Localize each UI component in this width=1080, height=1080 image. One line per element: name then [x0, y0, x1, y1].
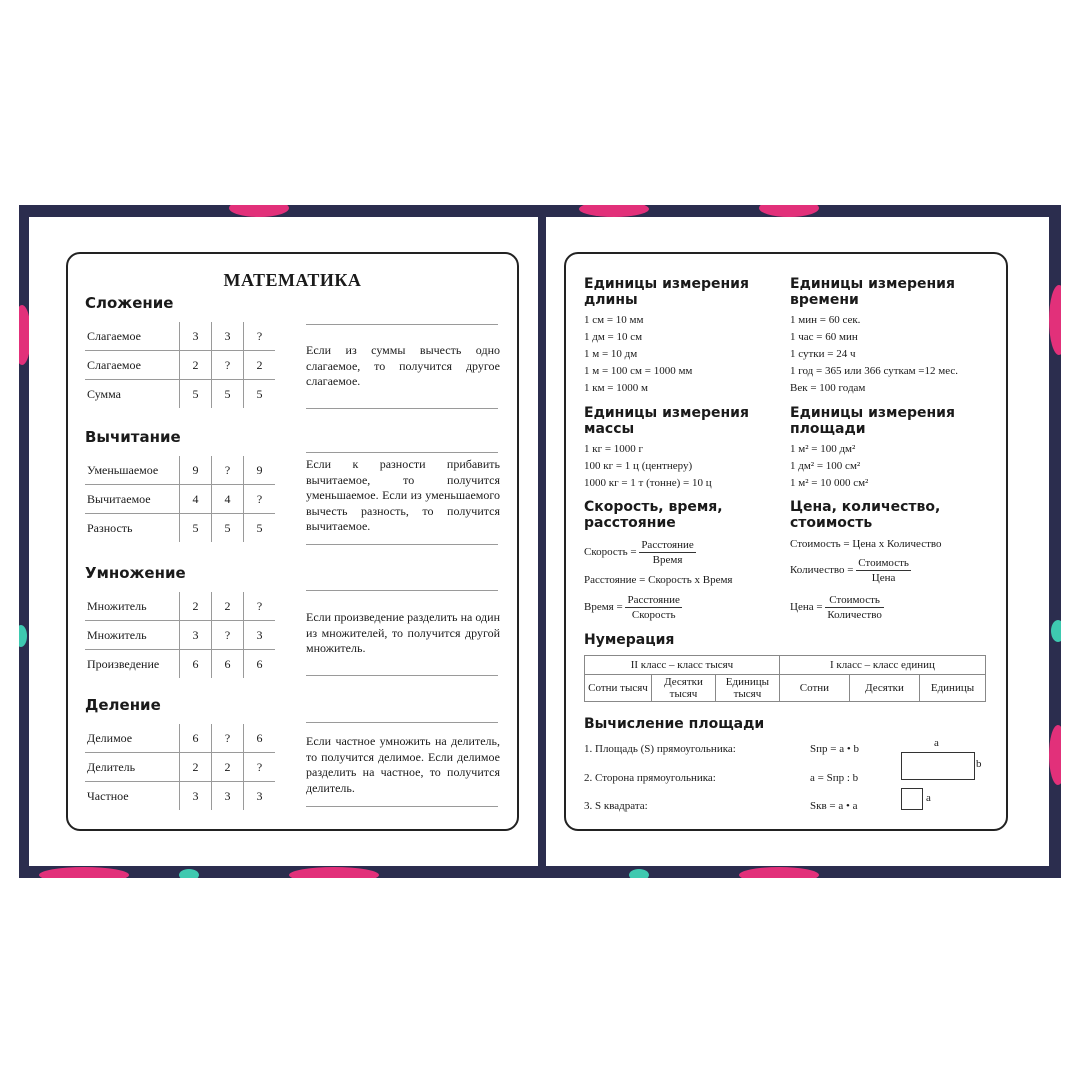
rectangle-label-b: b — [976, 758, 982, 770]
multiplication-table — [85, 592, 275, 678]
row-label: Множитель — [85, 621, 180, 650]
cover-pattern-pink — [739, 867, 819, 878]
column-header: Единицы — [920, 675, 986, 702]
cell: 2 — [244, 351, 276, 380]
column-header: Единицы тысяч — [715, 675, 779, 702]
reference-panel — [564, 252, 1008, 831]
cover-pattern-pink — [39, 867, 129, 878]
cell: 3 — [180, 782, 212, 811]
cell: 5 — [244, 380, 276, 409]
area-line: 1 дм² = 100 см² — [790, 460, 861, 472]
rule-top-line — [306, 590, 498, 591]
mass-units-title: Единицы измерения массы — [584, 405, 749, 437]
row-label: Произведение — [87, 656, 160, 671]
time-line: 1 мин = 60 сек. — [790, 314, 861, 326]
cell: 4 — [212, 485, 244, 514]
cell: 5 — [180, 380, 212, 409]
mass-line: 1000 кг = 1 т (тонне) = 10 ц — [584, 477, 712, 489]
time-line: Век = 100 годам — [790, 382, 866, 394]
row-label: Множитель — [85, 592, 180, 621]
table-row — [85, 621, 275, 650]
speed-formula — [584, 538, 696, 567]
rectangle-label-a: a — [934, 737, 939, 749]
price-formula — [790, 593, 884, 622]
time-lhs: Время = — [584, 601, 623, 614]
denominator: Цена — [871, 572, 896, 584]
numerator: Расстояние — [627, 594, 680, 606]
cell: 4 — [180, 485, 212, 514]
addition-table — [85, 322, 275, 408]
rule-bottom-line — [306, 675, 498, 676]
table-row — [85, 753, 275, 782]
division-table — [85, 724, 275, 810]
row-label: Частное — [87, 788, 129, 803]
rule-top-line — [306, 452, 498, 453]
row-label: Слагаемое — [85, 351, 180, 380]
area-calc-title: Вычисление площади — [584, 716, 765, 732]
notebook-cover — [19, 205, 1061, 878]
area-line: 1 м² = 100 дм² — [790, 443, 856, 455]
cell: ? — [212, 456, 244, 485]
area-line: 1 м² = 10 000 см² — [790, 477, 869, 489]
column-header: Сотни тысяч — [585, 675, 652, 702]
cell: 3 — [180, 322, 212, 351]
cover-pattern-teal — [19, 625, 27, 647]
cell: 6 — [180, 650, 212, 679]
length-line: 1 м = 10 дм — [584, 348, 638, 360]
cell: ? — [212, 351, 244, 380]
numbering-title: Нумерация — [584, 632, 675, 648]
table-row — [85, 592, 275, 621]
cell: 9 — [244, 456, 276, 485]
math-panel — [66, 252, 519, 831]
speed-lhs: Скорость = — [584, 546, 637, 559]
cell: 2 — [212, 592, 244, 621]
square-diagram — [901, 788, 923, 810]
table-row — [585, 656, 986, 675]
area-calc-item: 3. S квадрата: — [584, 800, 648, 812]
row-label: Уменьшаемое — [85, 456, 180, 485]
table-row — [85, 322, 275, 351]
square-label-a: a — [926, 792, 931, 804]
price-title: Цена, количество, стоимость — [790, 499, 941, 531]
table-row — [85, 485, 275, 514]
time-units-title: Единицы измерения времени — [790, 276, 955, 308]
section-title-subtraction: Вычитание — [85, 428, 181, 446]
cover-pattern-pink — [759, 205, 819, 217]
rule-bottom-line — [306, 544, 498, 545]
fraction — [825, 593, 884, 622]
cell: ? — [212, 724, 244, 753]
section-title-division: Деление — [85, 696, 161, 714]
rule-bottom-line — [306, 408, 498, 409]
addition-rule: Если из суммы вычесть одно слагаемое, то получится другое слагаемое. — [306, 343, 500, 388]
cell: 3 — [180, 621, 212, 650]
division-rule: Если частное умножить на делитель, то получится делимое. Если делимое разделить на частное, то получится делитель. — [306, 734, 500, 795]
table-row — [85, 456, 275, 485]
table-row — [85, 782, 275, 811]
cell: 5 — [244, 514, 276, 543]
rule-top-line — [306, 722, 498, 723]
mass-line: 1 кг = 1000 г — [584, 443, 644, 455]
cover-pattern-pink — [289, 867, 379, 878]
rectangle-diagram — [901, 752, 975, 780]
rectangle-side-formula: a = Sпр : b — [810, 772, 859, 784]
cell: 9 — [180, 456, 212, 485]
cell: 2 — [180, 351, 212, 380]
cell: 2 — [212, 753, 244, 782]
class-thousands: II класс – класс тысяч — [585, 656, 780, 675]
cell: 2 — [180, 592, 212, 621]
denominator: Скорость — [631, 609, 676, 621]
row-label: Разность — [87, 520, 133, 535]
row-label: Сумма — [87, 386, 121, 401]
fraction — [625, 593, 681, 622]
section-title-multiplication: Умножение — [85, 564, 186, 582]
numerator: Стоимость — [825, 593, 884, 608]
numerator: Стоимость — [858, 557, 909, 569]
cover-pattern-pink — [1049, 725, 1061, 785]
table-row — [85, 724, 275, 753]
table-row — [85, 650, 275, 679]
table-row — [585, 675, 986, 702]
price-lhs: Цена = — [790, 601, 823, 614]
rule-top-line — [306, 324, 498, 325]
time-formula — [584, 593, 682, 622]
cell: ? — [244, 753, 276, 782]
cell: 5 — [212, 514, 244, 543]
cell: 3 — [212, 782, 244, 811]
cover-pattern-pink — [579, 205, 649, 217]
cell: 5 — [212, 380, 244, 409]
cover-pattern-teal — [629, 869, 649, 878]
cell: 6 — [180, 724, 212, 753]
cell: ? — [212, 621, 244, 650]
cell: 3 — [212, 322, 244, 351]
quantity-lhs: Количество = — [790, 564, 854, 577]
column-header: Сотни — [779, 675, 849, 702]
right-page — [546, 217, 1049, 866]
cover-pattern-teal — [1051, 620, 1061, 642]
cell: ? — [244, 322, 276, 351]
rectangle-area-formula: Sпр = a • b — [810, 743, 859, 755]
table-row — [85, 351, 275, 380]
length-line: 1 см = 10 мм — [584, 314, 644, 326]
cell: 6 — [244, 724, 276, 753]
cell: 3 — [244, 621, 276, 650]
cover-pattern-teal — [179, 869, 199, 878]
numbering-table — [584, 655, 986, 702]
subtraction-rule: Если к разности прибавить вычитаемое, то получится уменьшаемое. Если из уменьшаемого вычесть разность, то получится вычитаемое. — [306, 457, 500, 533]
length-units-title: Единицы измерения длины — [584, 276, 749, 308]
cell: 6 — [244, 650, 276, 679]
length-line: 1 м = 100 см = 1000 мм — [584, 365, 693, 377]
length-line: 1 дм = 10 см — [584, 331, 643, 343]
square-area-formula: Sкв = a • a — [810, 800, 858, 812]
mass-line: 100 кг = 1 ц (центнеру) — [584, 460, 693, 472]
speed-title: Скорость, время, расстояние — [584, 499, 723, 531]
quantity-formula — [790, 556, 911, 585]
cell: ? — [244, 485, 276, 514]
section-title-addition: Сложение — [85, 294, 174, 312]
row-label: Вычитаемое — [85, 485, 180, 514]
fraction — [856, 556, 911, 585]
row-label: Делитель — [85, 753, 180, 782]
table-row — [85, 514, 275, 543]
denominator: Количество — [827, 609, 882, 621]
time-line: 1 час = 60 мин — [790, 331, 858, 343]
cell: ? — [244, 592, 276, 621]
cover-pattern-pink — [1049, 285, 1061, 355]
subtraction-table — [85, 456, 275, 542]
cell: 5 — [180, 514, 212, 543]
fraction — [639, 538, 695, 567]
time-line: 1 год = 365 или 366 суткам =12 мес. — [790, 365, 959, 377]
length-line: 1 км = 1000 м — [584, 382, 648, 394]
row-label: Делимое — [85, 724, 180, 753]
column-header: Десятки — [849, 675, 919, 702]
page-title: МАТЕМАТИКА — [223, 270, 362, 290]
area-units-title: Единицы измерения площади — [790, 405, 955, 437]
numerator: Расстояние — [641, 539, 694, 551]
area-calc-item: 1. Площадь (S) прямоугольника: — [584, 743, 736, 755]
time-line: 1 сутки = 24 ч — [790, 348, 856, 360]
left-page — [29, 217, 538, 866]
area-calc-item: 2. Сторона прямоугольника: — [584, 772, 716, 784]
cover-pattern-pink — [229, 205, 289, 217]
cell: 2 — [180, 753, 212, 782]
class-units: I класс – класс единиц — [779, 656, 985, 675]
column-header: Десятки тысяч — [652, 675, 716, 702]
multiplication-rule: Если произведение разделить на один из множителей, то получится другой множитель. — [306, 610, 500, 655]
cell: 6 — [212, 650, 244, 679]
distance-formula: Расстояние = Скорость х Время — [584, 574, 733, 586]
rule-bottom-line — [306, 806, 498, 807]
cost-formula: Стоимость = Цена х Количество — [790, 538, 942, 550]
denominator: Время — [652, 554, 683, 566]
table-row — [85, 380, 275, 409]
cell: 3 — [244, 782, 276, 811]
row-label: Слагаемое — [85, 322, 180, 351]
